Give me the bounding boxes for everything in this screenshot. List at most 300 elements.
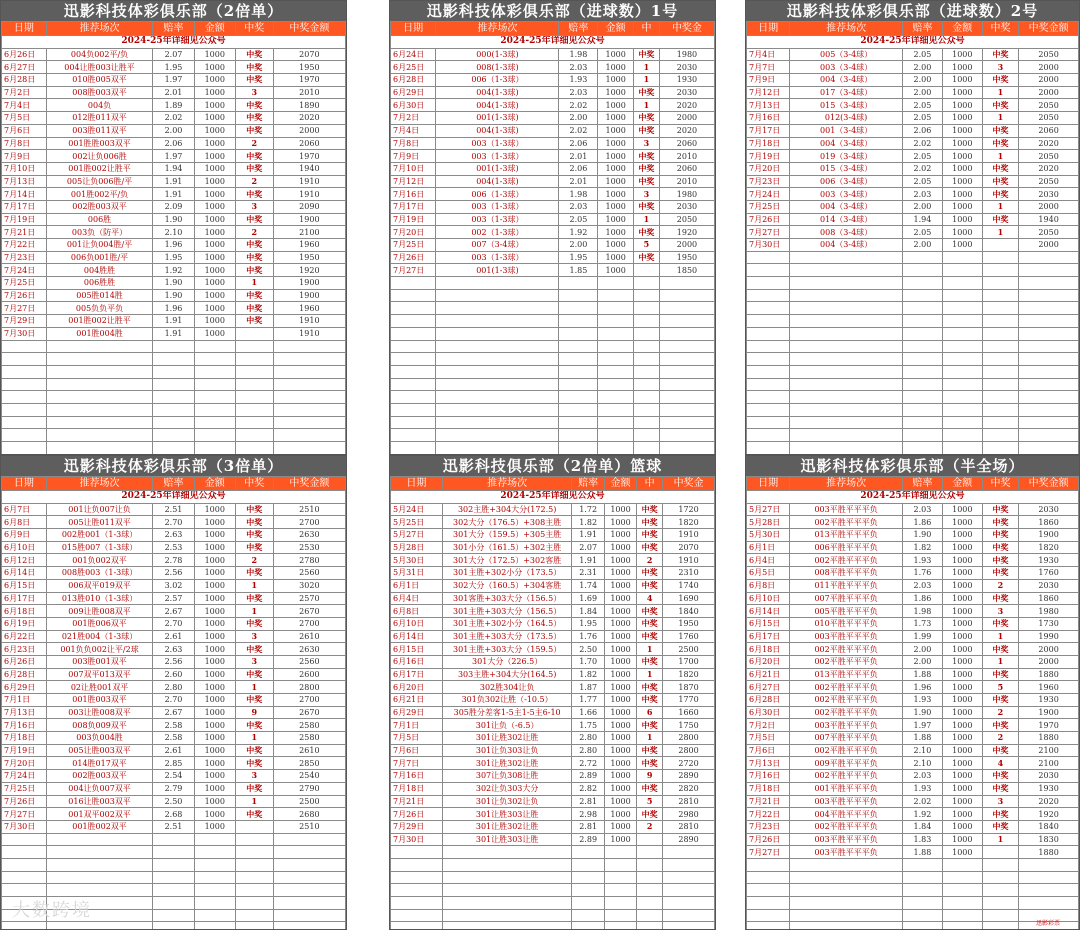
result-cell: [235, 442, 273, 455]
subtitle: 2024-25年详细见公众号: [747, 36, 1079, 49]
odds-cell: 2.51: [153, 820, 194, 833]
odds-cell: 1.82: [572, 668, 604, 681]
odds-cell: [559, 391, 598, 404]
odds-cell: [153, 909, 194, 922]
payout-cell: 2720: [663, 757, 715, 770]
payout-cell: [273, 909, 345, 922]
table-row: [747, 137, 1079, 150]
date-cell: [2, 353, 47, 366]
amount-cell: [604, 897, 636, 910]
table-row: [747, 732, 1079, 745]
odds-cell: 2.05: [903, 226, 943, 239]
amount-cell: 1000: [604, 567, 636, 580]
payout-cell: 2020: [1019, 137, 1079, 150]
amount-cell: 1000: [194, 668, 235, 681]
payout-cell: 2030: [659, 61, 714, 74]
table-row: [2, 188, 346, 201]
empty-row: [391, 353, 715, 366]
amount-cell: 1000: [194, 681, 235, 694]
date-cell: [747, 289, 790, 302]
table-row: [2, 315, 346, 328]
payout-cell: 1910: [663, 554, 715, 567]
result-cell: 1: [633, 61, 659, 74]
column-header: 中: [633, 22, 659, 36]
amount-cell: [942, 353, 982, 366]
date-cell: 7月21日: [2, 226, 47, 239]
date-cell: 6月23日: [2, 643, 47, 656]
empty-row: [747, 315, 1079, 328]
payout-cell: 2780: [273, 554, 345, 567]
pick-cell: 002胜001（1-3球）: [46, 529, 153, 542]
result-cell: 1: [235, 732, 273, 745]
amount-cell: 1000: [604, 516, 636, 529]
table-row: [747, 213, 1079, 226]
odds-cell: [903, 289, 943, 302]
pick-cell: [46, 416, 153, 429]
table-row: [391, 251, 715, 264]
result-cell: [235, 871, 273, 884]
date-cell: [2, 340, 47, 353]
result-cell: [982, 442, 1019, 455]
date-cell: [747, 897, 790, 910]
odds-cell: 2.56: [153, 567, 194, 580]
amount-cell: 1000: [604, 795, 636, 808]
pick-cell: [442, 897, 572, 910]
table-row: [2, 592, 346, 605]
table-row: [391, 529, 715, 542]
odds-cell: [572, 858, 604, 871]
date-cell: 6月4日: [391, 592, 443, 605]
table-row: [2, 137, 346, 150]
amount-cell: 1000: [194, 302, 235, 315]
payout-cell: [659, 365, 714, 378]
result-cell: [633, 277, 659, 290]
result-cell: [633, 365, 659, 378]
payout-cell: [1019, 871, 1079, 884]
amount-cell: 1000: [942, 213, 982, 226]
date-cell: 6月15日: [391, 643, 443, 656]
amount-cell: 1000: [194, 782, 235, 795]
result-cell: [982, 429, 1019, 442]
amount-cell: 1000: [194, 694, 235, 707]
payout-cell: 1830: [1019, 833, 1079, 846]
odds-cell: 2.00: [903, 643, 943, 656]
payout-cell: [1019, 858, 1079, 871]
pick-cell: 021胜004（1-3球）: [46, 630, 153, 643]
amount-cell: 1000: [604, 503, 636, 516]
payout-cell: 1880: [1019, 846, 1079, 859]
column-header: 推荐场次: [442, 477, 572, 491]
pick-cell: 301让胜303让胜: [442, 833, 572, 846]
date-cell: 7月27日: [2, 808, 47, 821]
payout-cell: [1019, 277, 1079, 290]
amount-cell: 1000: [604, 668, 636, 681]
empty-row: [747, 897, 1079, 910]
payout-cell: 2600: [273, 668, 345, 681]
empty-row: [2, 833, 346, 846]
payout-cell: 2060: [1019, 124, 1079, 137]
table-row: [391, 630, 715, 643]
odds-cell: 1.92: [153, 264, 194, 277]
result-cell: [982, 239, 1019, 252]
date-cell: 6月17日: [2, 592, 47, 605]
result-cell: [633, 378, 659, 391]
payout-cell: [663, 897, 715, 910]
amount-cell: 1000: [598, 74, 634, 87]
payout-cell: 2000: [1019, 655, 1079, 668]
date-cell: 7月16日: [391, 188, 436, 201]
date-cell: 7月29日: [391, 820, 443, 833]
pick-cell: 001胜003双平: [46, 694, 153, 707]
table-row: [2, 99, 346, 112]
odds-cell: [903, 897, 943, 910]
empty-row: [747, 251, 1079, 264]
amount-cell: 1000: [942, 86, 982, 99]
odds-cell: 1.74: [572, 579, 604, 592]
result-cell: [633, 353, 659, 366]
odds-cell: 2.05: [559, 213, 598, 226]
result-cell: 1: [633, 99, 659, 112]
date-cell: [2, 429, 47, 442]
pick-cell: 303主胜+304大分(164.5): [442, 668, 572, 681]
amount-cell: 1000: [604, 757, 636, 770]
date-cell: 7月21日: [391, 795, 443, 808]
table-row: [2, 277, 346, 290]
payout-cell: 2560: [273, 567, 345, 580]
result-cell: 1: [235, 579, 273, 592]
payout-cell: [273, 871, 345, 884]
date-cell: [2, 871, 47, 884]
odds-cell: 2.02: [903, 137, 943, 150]
pick-cell: 004负: [46, 99, 153, 112]
pick-cell: 301主胜+303大分（156.5）: [442, 605, 572, 618]
amount-cell: 1000: [604, 554, 636, 567]
table-row: [747, 503, 1079, 516]
amount-cell: [194, 429, 235, 442]
payout-cell: 1920: [1019, 808, 1079, 821]
odds-cell: [903, 302, 943, 315]
pick-cell: 001(1-3球): [436, 162, 559, 175]
empty-row: [747, 302, 1079, 315]
pick-cell: 001让负004胜/平: [46, 239, 153, 252]
pick-cell: 005负负平负: [46, 302, 153, 315]
pick-cell: 008平胜平平平负: [790, 567, 903, 580]
odds-cell: 2.10: [903, 757, 943, 770]
odds-cell: [903, 264, 943, 277]
date-cell: 7月5日: [391, 732, 443, 745]
empty-row: [391, 442, 715, 455]
table-row: [2, 213, 346, 226]
payout-cell: [273, 340, 345, 353]
pick-cell: 009平胜平平平负: [790, 757, 903, 770]
date-cell: [747, 871, 790, 884]
result-cell: 中奖: [235, 617, 273, 630]
table-row: [2, 74, 346, 87]
pick-cell: 013胜010（1-3球）: [46, 592, 153, 605]
result-cell: 中奖: [637, 605, 663, 618]
pick-cell: [436, 353, 559, 366]
payout-cell: [1019, 264, 1079, 277]
result-cell: 中奖: [235, 567, 273, 580]
header-row: [2, 477, 346, 491]
payout-cell: 2000: [1019, 61, 1079, 74]
panel-3x-single: [0, 455, 347, 930]
result-cell: [982, 302, 1019, 315]
date-cell: 6月20日: [747, 655, 790, 668]
result-cell: [982, 846, 1019, 859]
result-cell: 1: [633, 74, 659, 87]
table-row: [391, 137, 715, 150]
payout-cell: [1019, 442, 1079, 455]
amount-cell: 1000: [942, 226, 982, 239]
panel-goals-2: [745, 0, 1080, 455]
date-cell: [2, 846, 47, 859]
result-cell: 中奖: [235, 782, 273, 795]
odds-cell: 1.96: [903, 681, 943, 694]
pick-cell: 301负302让胜（-10.5）: [442, 694, 572, 707]
table-row: [391, 592, 715, 605]
table-row: [391, 605, 715, 618]
payout-cell: 2670: [273, 605, 345, 618]
date-cell: 7月21日: [747, 795, 790, 808]
odds-cell: [572, 897, 604, 910]
odds-cell: [903, 378, 943, 391]
payout-cell: 2310: [663, 567, 715, 580]
pick-cell: [436, 340, 559, 353]
date-cell: 7月30日: [391, 833, 443, 846]
payout-cell: [1019, 403, 1079, 416]
odds-cell: 2.50: [153, 795, 194, 808]
payout-cell: 2700: [273, 516, 345, 529]
amount-cell: 1000: [942, 846, 982, 859]
amount-cell: 1000: [942, 61, 982, 74]
payout-cell: 1910: [273, 188, 345, 201]
result-cell: [633, 264, 659, 277]
pick-cell: [436, 391, 559, 404]
date-cell: [747, 340, 790, 353]
result-cell: 中奖: [633, 251, 659, 264]
empty-row: [747, 871, 1079, 884]
date-cell: 6月27日: [747, 681, 790, 694]
payout-cell: 2530: [273, 541, 345, 554]
pick-cell: 004（3-4球）: [790, 200, 903, 213]
pick-cell: 007双平013双平: [46, 668, 153, 681]
odds-cell: 2.05: [903, 150, 943, 163]
date-cell: 6月29日: [391, 706, 443, 719]
odds-cell: 1.94: [153, 162, 194, 175]
date-cell: [747, 315, 790, 328]
date-cell: 7月19日: [2, 213, 47, 226]
column-header: 日期: [2, 477, 47, 491]
amount-cell: 1000: [194, 617, 235, 630]
result-cell: 中奖: [982, 592, 1019, 605]
pick-cell: 005平胜平平平负: [790, 605, 903, 618]
pick-cell: [442, 884, 572, 897]
odds-cell: 2.61: [153, 744, 194, 757]
table-row: [747, 694, 1079, 707]
odds-cell: 1.96: [153, 302, 194, 315]
date-cell: 6月27日: [2, 61, 47, 74]
result-cell: [633, 429, 659, 442]
empty-row: [747, 403, 1079, 416]
result-cell: [235, 429, 273, 442]
amount-cell: [194, 871, 235, 884]
result-cell: 中奖: [982, 541, 1019, 554]
pick-cell: [790, 264, 903, 277]
odds-cell: 1.85: [559, 264, 598, 277]
payout-cell: 2050: [659, 213, 714, 226]
amount-cell: [942, 391, 982, 404]
amount-cell: 1000: [194, 327, 235, 340]
header-row: [2, 22, 346, 36]
pick-cell: [46, 846, 153, 859]
amount-cell: 1000: [194, 719, 235, 732]
empty-row: [747, 277, 1079, 290]
table-row: [391, 719, 715, 732]
amount-cell: 1000: [194, 516, 235, 529]
odds-cell: 2.56: [153, 655, 194, 668]
result-cell: [633, 289, 659, 302]
result-cell: [235, 365, 273, 378]
pick-cell: [46, 391, 153, 404]
date-cell: 7月7日: [391, 757, 443, 770]
odds-cell: 2.05: [903, 175, 943, 188]
payout-cell: 2700: [273, 617, 345, 630]
table-row: [747, 150, 1079, 163]
odds-cell: [903, 353, 943, 366]
payout-cell: 2030: [1019, 503, 1079, 516]
odds-cell: [153, 442, 194, 455]
amount-cell: 1000: [194, 188, 235, 201]
pick-cell: [790, 302, 903, 315]
column-header: 中奖金: [659, 22, 714, 36]
date-cell: 7月16日: [747, 112, 790, 125]
odds-cell: [559, 340, 598, 353]
odds-cell: 1.91: [153, 175, 194, 188]
pick-cell: 302大分（160.5）+304客胜: [442, 579, 572, 592]
payout-cell: [1019, 289, 1079, 302]
odds-cell: 1.69: [572, 592, 604, 605]
result-cell: 中奖: [982, 694, 1019, 707]
odds-cell: 1.72: [572, 503, 604, 516]
odds-cell: [153, 403, 194, 416]
date-cell: 6月8日: [2, 516, 47, 529]
subtitle: 2024-25年详细见公众号: [747, 491, 1079, 504]
payout-cell: 2000: [1019, 200, 1079, 213]
payout-cell: 1820: [663, 668, 715, 681]
pick-cell: [436, 277, 559, 290]
amount-cell: [942, 416, 982, 429]
result-cell: [982, 922, 1019, 930]
table-row: [747, 808, 1079, 821]
payout-cell: [1019, 315, 1079, 328]
table-row: [2, 643, 346, 656]
odds-cell: [559, 327, 598, 340]
payout-cell: [273, 884, 345, 897]
amount-cell: 1000: [194, 315, 235, 328]
result-cell: 中奖: [235, 150, 273, 163]
payout-cell: 1930: [1019, 554, 1079, 567]
table-row: [391, 61, 715, 74]
empty-row: [747, 442, 1079, 455]
payout-cell: [663, 858, 715, 871]
amount-cell: 1000: [604, 643, 636, 656]
result-cell: 3: [982, 605, 1019, 618]
pick-cell: 002平胜平平平负: [790, 655, 903, 668]
pick-cell: 301主胜+303大分（159.5）: [442, 643, 572, 656]
pick-cell: 02让胜001双平: [46, 681, 153, 694]
pick-cell: 006胜胜: [46, 277, 153, 290]
date-cell: 7月10日: [391, 162, 436, 175]
pick-cell: [46, 365, 153, 378]
odds-cell: 2.00: [559, 112, 598, 125]
odds-cell: 1.91: [572, 554, 604, 567]
empty-row: [747, 909, 1079, 922]
amount-cell: 1000: [604, 579, 636, 592]
pick-cell: 006负001胜/平: [46, 251, 153, 264]
pick-cell: [790, 378, 903, 391]
amount-cell: 1000: [942, 732, 982, 745]
odds-cell: [903, 884, 943, 897]
empty-row: [747, 416, 1079, 429]
amount-cell: 1000: [604, 706, 636, 719]
result-cell: 中奖: [235, 315, 273, 328]
payout-cell: 1840: [1019, 820, 1079, 833]
empty-row: [2, 442, 346, 455]
date-cell: 7月23日: [747, 175, 790, 188]
odds-cell: 3.02: [153, 579, 194, 592]
date-cell: 7月26日: [391, 251, 436, 264]
result-cell: 中奖: [637, 567, 663, 580]
date-cell: [747, 403, 790, 416]
amount-cell: 1000: [942, 48, 982, 61]
result-cell: [637, 897, 663, 910]
pick-cell: 301让负303让负: [442, 744, 572, 757]
payout-cell: [1019, 340, 1079, 353]
amount-cell: 1000: [604, 820, 636, 833]
result-cell: 2: [982, 579, 1019, 592]
result-cell: [633, 340, 659, 353]
amount-cell: 1000: [942, 137, 982, 150]
column-header: 金额: [194, 22, 235, 36]
amount-cell: 1000: [194, 239, 235, 252]
payout-cell: 1960: [1019, 681, 1079, 694]
panel-title: 迅影科技体彩俱乐部（进球数）1号: [390, 1, 715, 21]
date-cell: 7月23日: [747, 820, 790, 833]
table-row: [747, 630, 1079, 643]
amount-cell: [942, 340, 982, 353]
odds-cell: [559, 277, 598, 290]
date-cell: [391, 897, 443, 910]
table-row: [391, 175, 715, 188]
table-row: [2, 808, 346, 821]
result-cell: [637, 833, 663, 846]
amount-cell: 1000: [194, 579, 235, 592]
result-cell: 中奖: [235, 162, 273, 175]
pick-cell: [790, 884, 903, 897]
table-row: [747, 668, 1079, 681]
amount-cell: [598, 365, 634, 378]
odds-cell: 1.98: [903, 605, 943, 618]
pick-cell: 301主胜+302小分（164.5）: [442, 617, 572, 630]
odds-cell: 1.91: [153, 315, 194, 328]
result-cell: 中奖: [235, 302, 273, 315]
date-cell: 7月13日: [2, 175, 47, 188]
empty-row: [2, 365, 346, 378]
pick-cell: 014（3-4球）: [790, 213, 903, 226]
pick-cell: 301让胜302让胜: [442, 732, 572, 745]
table-row: [391, 112, 715, 125]
